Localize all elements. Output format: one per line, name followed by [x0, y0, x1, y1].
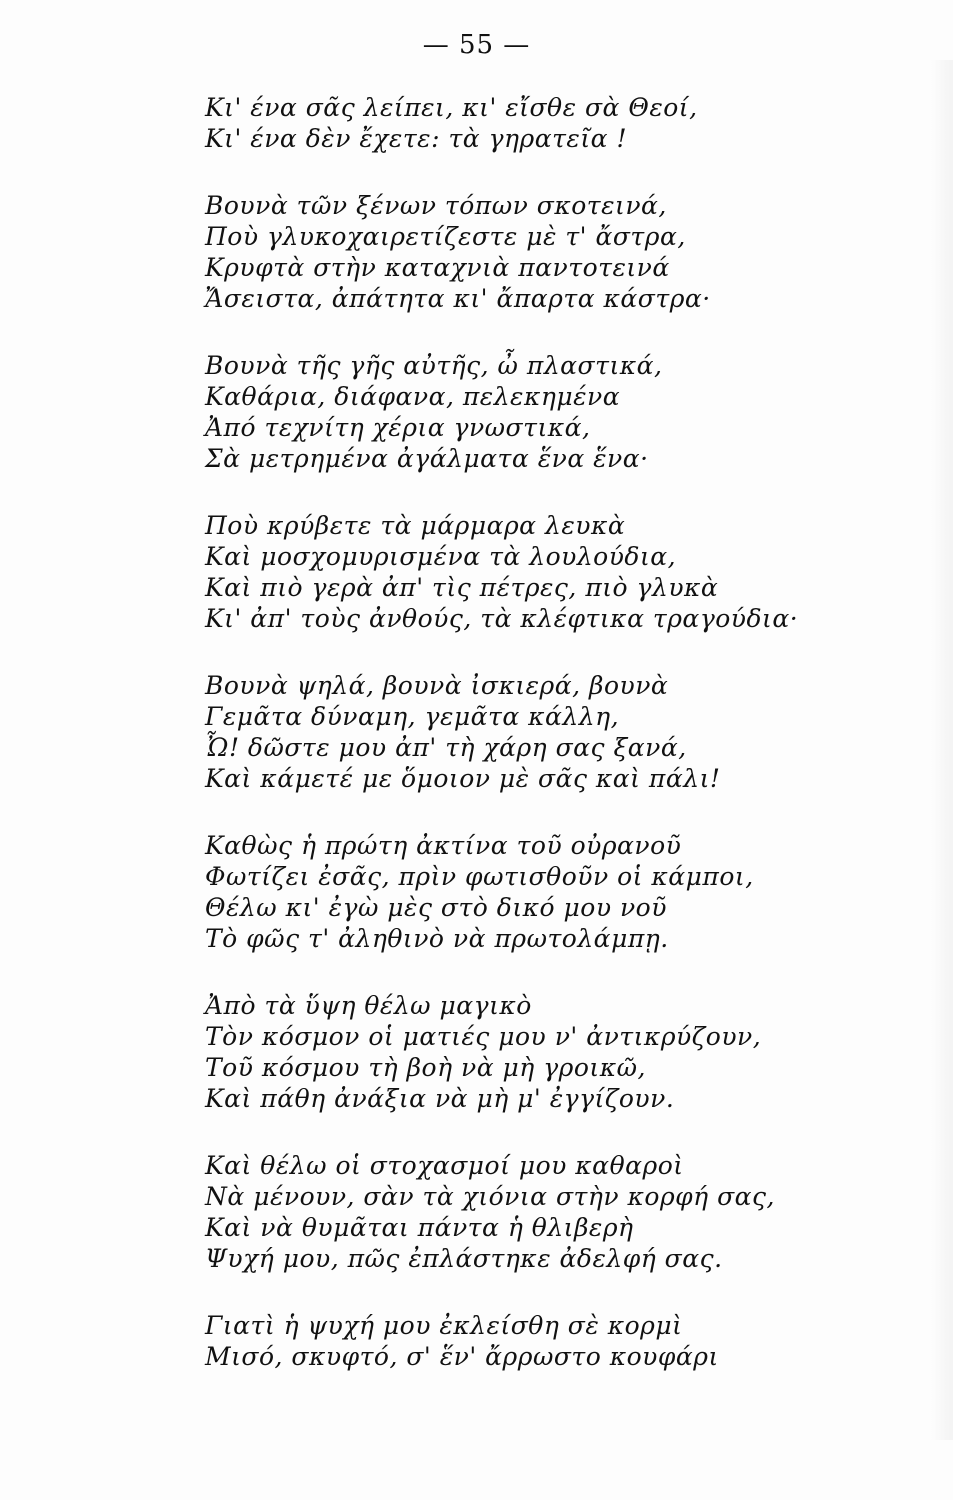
poem-line: Φωτίζει ἐσᾶς, πρὶν φωτισθοῦν οἱ κάμποι, — [205, 862, 754, 891]
poem-line: Καὶ κάμετέ με ὅμοιον μὲ σᾶς καὶ πάλι! — [205, 764, 721, 793]
stanza-5 — [205, 670, 845, 794]
poem-line: Καὶ πιὸ γερὰ ἀπ' τὶς πέτρες, πιὸ γλυκὰ — [205, 573, 719, 602]
page-number: — 55 — — [422, 30, 531, 60]
poem-line: Καθάρια, διάφανα, πελεκημένα — [205, 382, 621, 411]
stanza-8 — [205, 1150, 845, 1274]
poem-line: Τὸν κόσμον οἱ ματιές μου ν' ἀντικρύζουν, — [205, 1022, 762, 1051]
poem-body — [205, 92, 845, 1372]
poem-line: Θέλω κι' ἐγὼ μὲς στὸ δικό μου νοῦ — [205, 893, 667, 922]
poem-line: Ψυχή μου, πῶς ἐπλάστηκε ἀδελφή σας. — [205, 1244, 723, 1273]
poem-line: Καθὼς ἡ πρώτη ἀκτίνα τοῦ οὐρανοῦ — [205, 831, 682, 860]
stanza-7 — [205, 990, 845, 1114]
poem-line: Ποὺ γλυκοχαιρετίζεστε μὲ τ' ἄστρα, — [205, 222, 686, 251]
poem-line: Κι' ένα δὲν ἔχετε: τὰ γηρατεῖα ! — [205, 124, 628, 153]
poem-line: Τοῦ κόσμου τὴ βοὴ νὰ μὴ γροικῶ, — [205, 1053, 646, 1082]
stanza-4 — [205, 510, 845, 634]
poem-line: Γεμᾶτα δύναμη, γεμᾶτα κάλλη, — [205, 702, 620, 731]
page-edge-shadow — [931, 60, 953, 1440]
poem-line: Ὦ! δῶστε μου ἀπ' τὴ χάρη σας ξανά, — [205, 733, 687, 762]
poem-line: Κρυφτὰ στὴν καταχνιὰ παντοτεινά — [205, 253, 670, 282]
poem-line: Βουνὰ τῶν ξένων τόπων σκοτεινά, — [205, 191, 667, 220]
poem-line: Ἄσειστα, ἀπάτητα κι' ἄπαρτα κάστρα· — [205, 284, 711, 313]
stanza-2 — [205, 190, 845, 314]
poem-line: Καὶ θέλω οἱ στοχασμοί μου καθαροὶ — [205, 1151, 684, 1180]
stanza-6 — [205, 830, 845, 954]
poem-line: Κι' ένα σᾶς λείπει, κι' εἴσθε σὰ Θεοί, — [205, 93, 698, 122]
poem-line: Βουνὰ ψηλά, βουνὰ ἰσκιερά, βουνὰ — [205, 671, 669, 700]
poem-line: Καὶ νὰ θυμᾶται πάντα ἡ θλιβερὴ — [205, 1213, 634, 1242]
poem-line: Κι' ἀπ' τοὺς ἀνθούς, τὰ κλέφτικα τραγούδια· — [205, 604, 799, 633]
stanza-3 — [205, 350, 845, 474]
poem-line: Μισό, σκυφτό, σ' ἕν' ἄρρωστο κουφάρι — [205, 1342, 719, 1371]
poem-line: Καὶ μοσχομυρισμένα τὰ λουλούδια, — [205, 542, 677, 571]
poem-line: Γιατὶ ἡ ψυχή μου ἐκλείσθη σὲ κορμὶ — [205, 1311, 683, 1340]
poem-line: Καὶ πάθη ἀνάξια νὰ μὴ μ' ἐγγίζουν. — [205, 1084, 675, 1113]
poem-line: Ἀπὸ τὰ ὕψη θέλω μαγικὸ — [205, 991, 532, 1020]
poem-line: Ποὺ κρύβετε τὰ μάρμαρα λευκὰ — [205, 511, 626, 540]
stanza-1 — [205, 92, 845, 154]
stanza-9 — [205, 1310, 845, 1372]
poem-line: Νὰ μένουν, σὰν τὰ χιόνια στὴν κορφή σας, — [205, 1182, 775, 1211]
poem-line: Βουνὰ τῆς γῆς αὐτῆς, ὦ πλαστικά, — [205, 351, 663, 380]
poem-line: Ἀπό τεχνίτη χέρια γνωστικά, — [205, 413, 591, 442]
poem-line: Σὰ μετρημένα ἀγάλματα ἕνα ἕνα· — [205, 444, 649, 473]
poem-line: Τὸ φῶς τ' ἀληθινὸ νὰ πρωτολάμπῃ. — [205, 924, 669, 953]
